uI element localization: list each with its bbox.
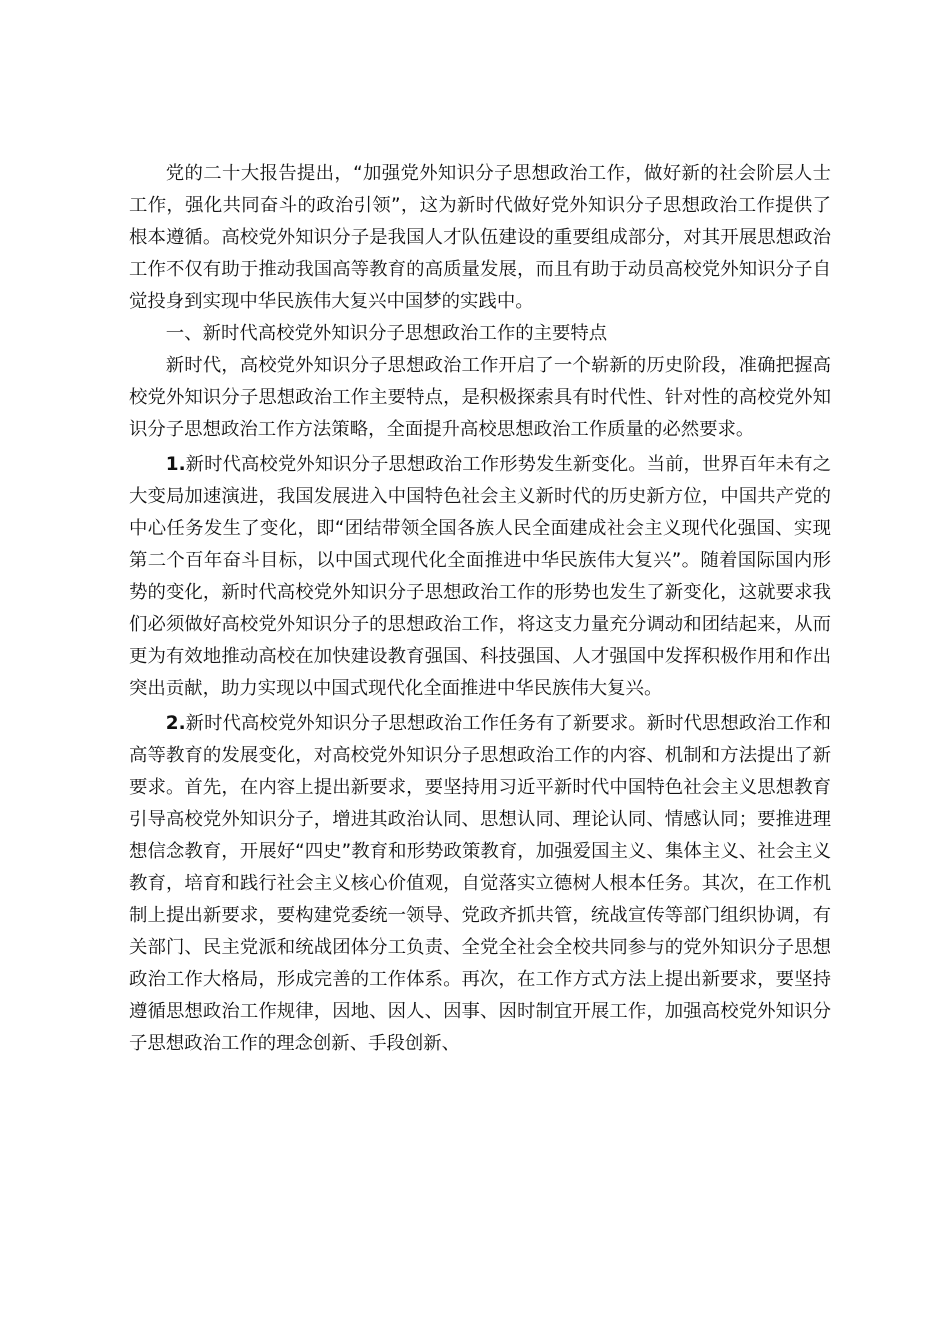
point-number: 1.: [165, 454, 186, 475]
document-body: [129, 158, 831, 1060]
section-heading: 一、新时代高校党外知识分子思想政治工作的主要特点: [165, 323, 608, 344]
point-number: 2.: [165, 713, 186, 734]
paragraph-overview: 新时代，高校党外知识分子思想政治工作开启了一个崭新的历史阶段，准确把握高校党外知识分子思想政治工作主要特点，是积极探索具有时代性、针对性的高校党外知识分子思想政治工作方法策略，全面提升高校思想政治工作质量的必然要求。: [129, 355, 831, 440]
point-text: 新时代高校党外知识分子思想政治工作形势发生新变化。当前，世界百年未有之大变局加速演进，我国发展进入中国特色社会主义新时代的历史新方位，中国共产党的中心任务发生了变化，即“团结带领全国各族人民全面建成社会主义现代化强国、实现第二个百年奋斗目标，以中国式现代化全面推进中华民族伟大复兴”。随着国际国内形势的变化，新时代高校党外知识分子思想政治工作的形势也发生了新变化，这就要求我们必须做好高校党外知识分子的思想政治工作，将这支力量充分调动和团结起来，从而更为有效地推动高校在加快建设教育强国、科技强国、人才强国中发挥积极作用和作出突出贡献，助力实现以中国式现代化全面推进中华民族伟大复兴。: [129, 454, 831, 699]
paragraph-intro: 党的二十大报告提出，“加强党外知识分子思想政治工作，做好新的社会阶层人士工作，强化共同奋斗的政治引领”，这为新时代做好党外知识分子思想政治工作提供了根本遵循。高校党外知识分子是我国人才队伍建设的重要组成部分，对其开展思想政治工作不仅有助于推动我国高等教育的高质量发展，而且有助于动员高校党外知识分子自觉投身到实现中华民族伟大复兴中国梦的实践中。: [129, 163, 831, 312]
paragraph-point-1: [129, 449, 831, 705]
point-text: 新时代高校党外知识分子思想政治工作任务有了新要求。新时代思想政治工作和高等教育的发展变化，对高校党外知识分子思想政治工作的内容、机制和方法提出了新要求。首先，在内容上提出新要求，要坚持用习近平新时代中国特色社会主义思想教育引导高校党外知识分子，增进其政治认同、思想认同、理论认同、情感认同；要推进理想信念教育，开展好“四史”教育和形势政策教育，加强爱国主义、集体主义、社会主义教育，培育和践行社会主义核心价值观，自觉落实立德树人根本任务。其次，在工作机制上提出新要求，要构建党委统一领导、党政齐抓共管，统战宣传等部门组织协调，有关部门、民主党派和统战团体分工负责、全党全社会全校共同参与的党外知识分子思想政治工作大格局，形成完善的工作体系。再次，在工作方式方法上提出新要求，要坚持遵循思想政治工作规律，因地、因人、因事、因时制宜开展工作，加强高校党外知识分子思想政治工作的理念创新、手段创新、: [129, 713, 831, 1054]
paragraph-point-2: [129, 708, 831, 1060]
